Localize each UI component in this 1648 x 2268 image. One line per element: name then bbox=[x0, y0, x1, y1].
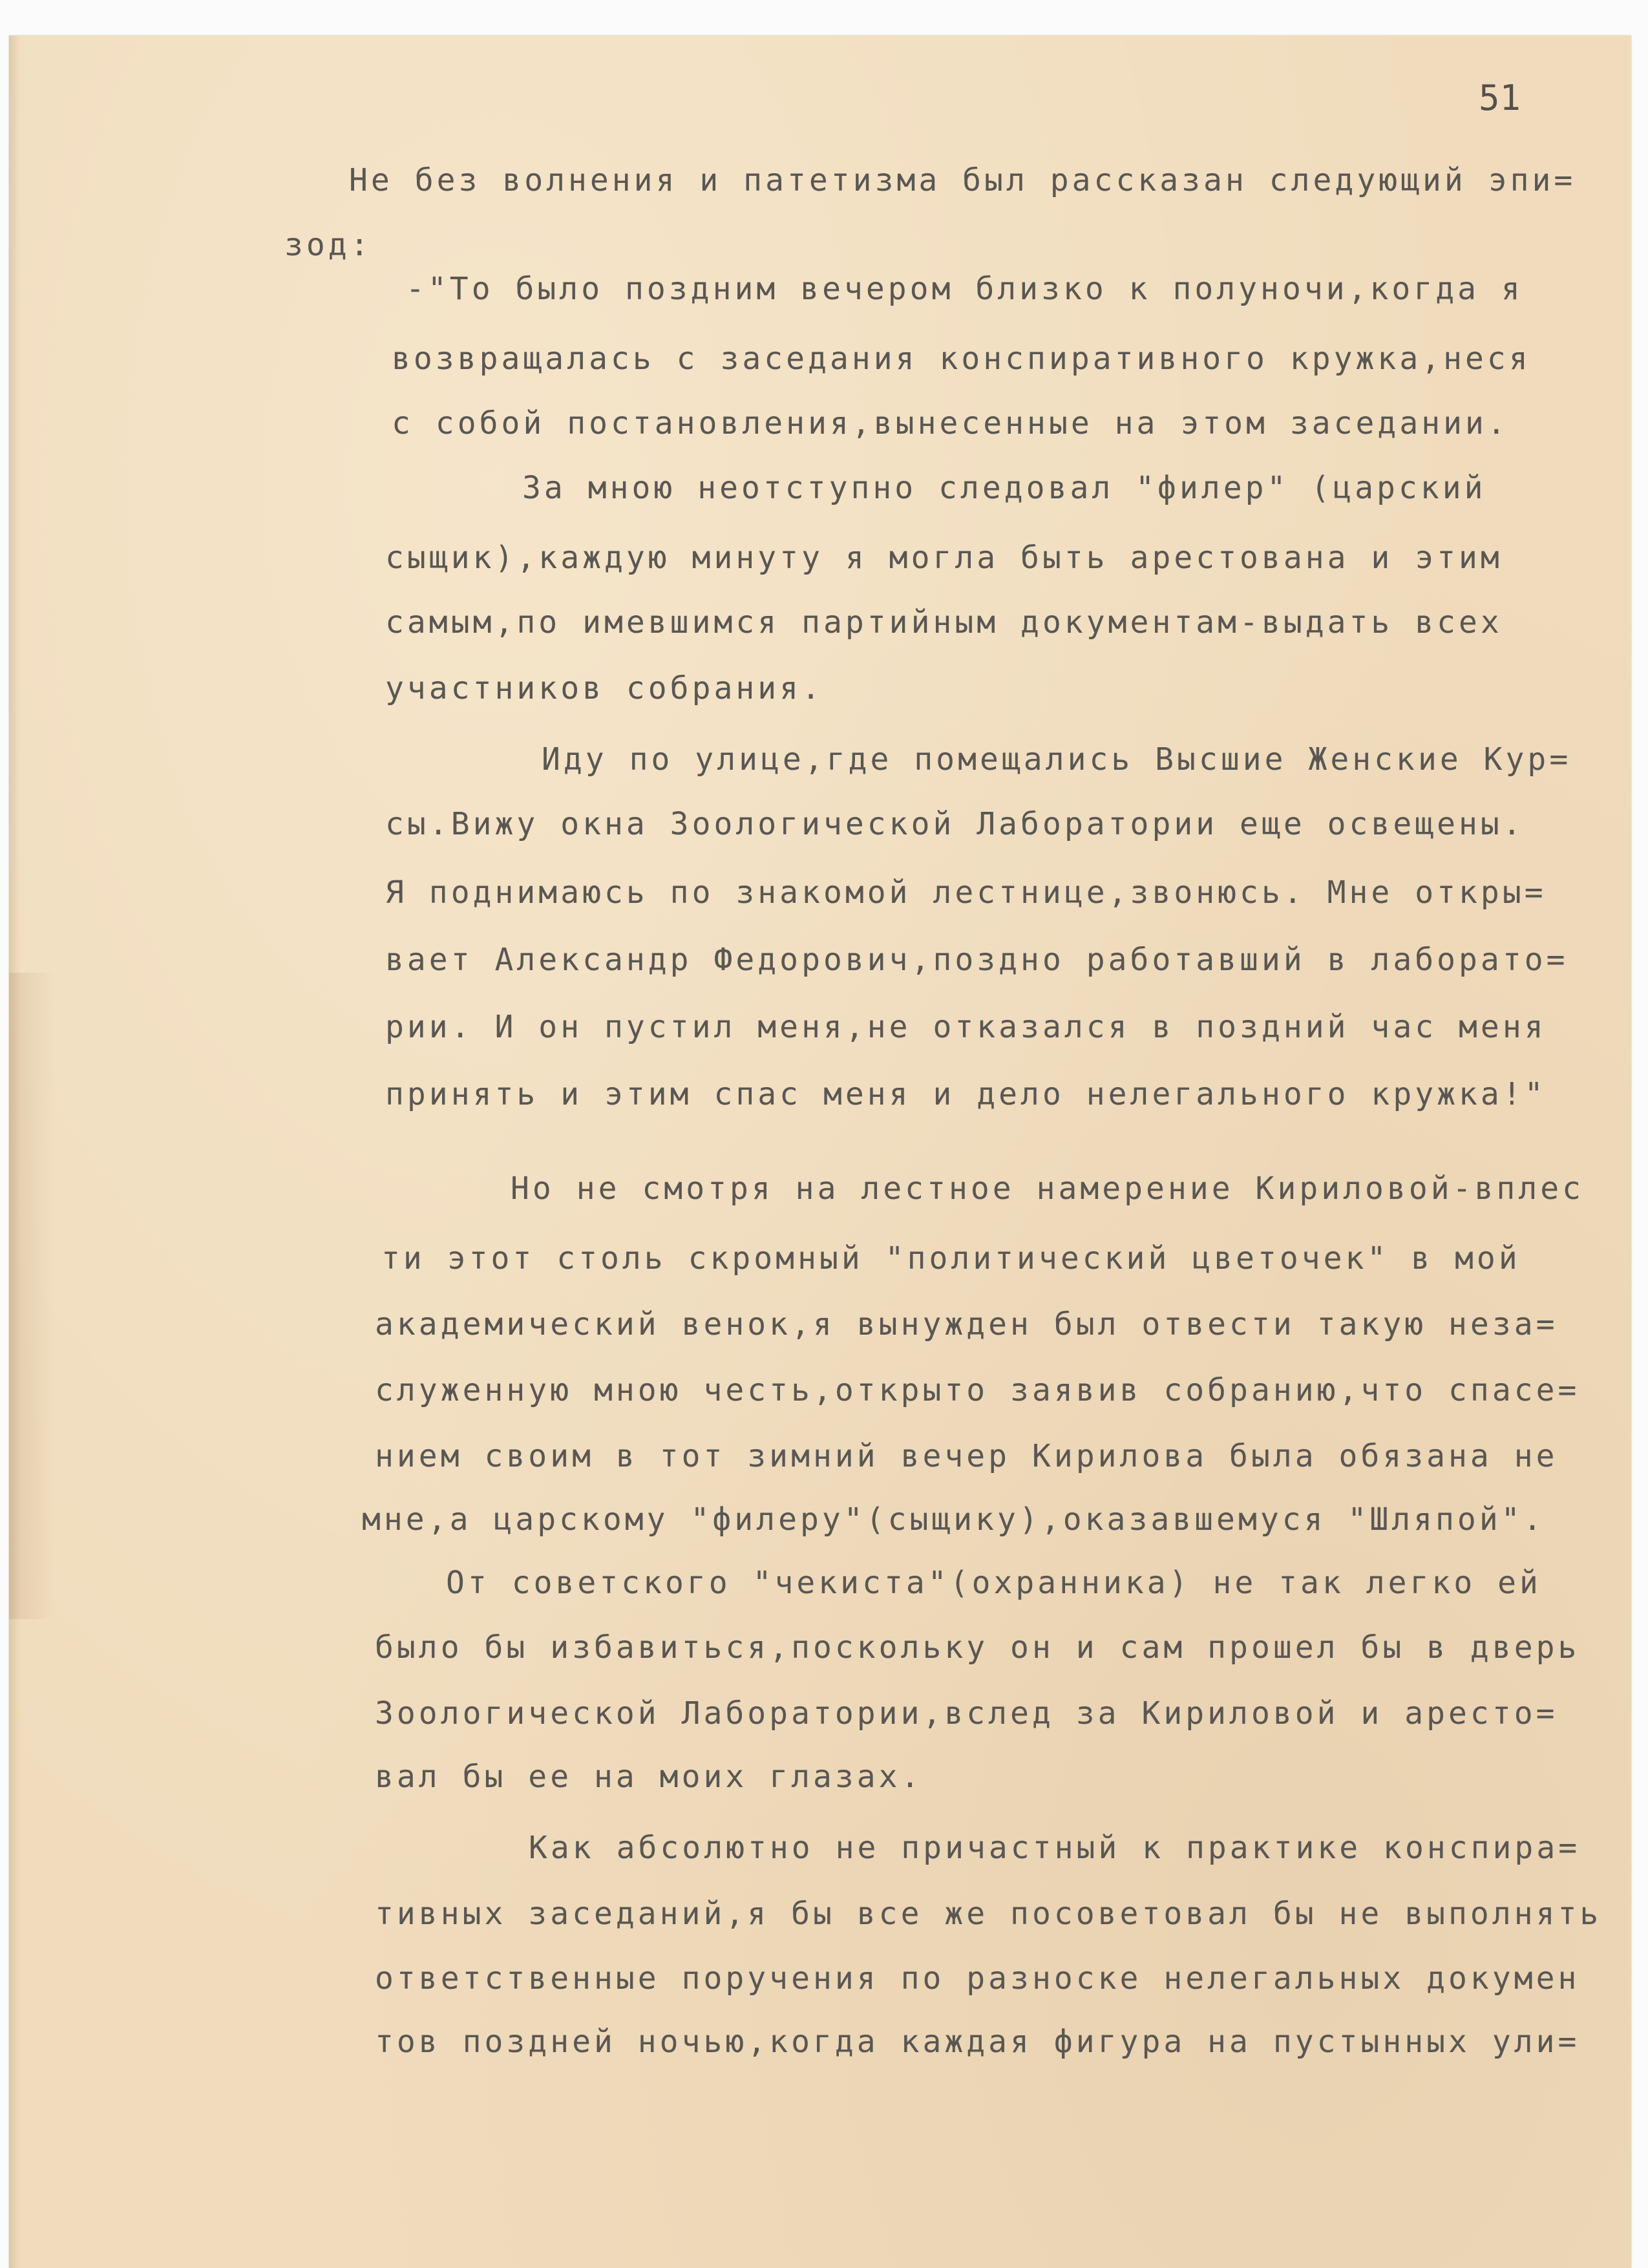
text-line: нием своим в тот зимний вечер Кирилова была обязана не bbox=[375, 1438, 1558, 1474]
text-line: Иду по улице,где помещались Высшие Женские Кур= bbox=[542, 741, 1572, 778]
text-line: участников собрания. bbox=[385, 670, 823, 706]
typewritten-page bbox=[9, 36, 1631, 2268]
text-line: возвращалась с заседания конспиративного кружка,неся bbox=[392, 341, 1531, 377]
text-line: ти этот столь скромный "политический цветочек" в мой bbox=[381, 1240, 1521, 1277]
text-line: рии. И он пустил меня,не отказался в поздний час меня bbox=[385, 1009, 1547, 1045]
text-line: -"То было поздним вечером близко к полуночи,когда я bbox=[406, 271, 1523, 307]
text-line: Зоологической Лаборатории,вслед за Кириловой и аресто= bbox=[375, 1695, 1558, 1732]
text-line: вал бы ее на моих глазах. bbox=[375, 1759, 923, 1795]
text-line: Не без волнения и патетизма был рассказан следующий эпи= bbox=[349, 162, 1576, 198]
text-line: самым,по имевшимся партийным документам-выдать всех bbox=[385, 604, 1503, 641]
text-line: тивных заседаний,я бы все же посоветовал бы не выполнять bbox=[375, 1896, 1602, 1932]
text-line: Я поднимаюсь по знакомой лестнице,звонюсь. Мне откры= bbox=[385, 874, 1547, 911]
text-line: принять и этим спас меня и дело нелегального кружка!" bbox=[385, 1076, 1547, 1112]
text-line: было бы избавиться,поскольку он и сам прошел бы в дверь bbox=[375, 1629, 1580, 1666]
text-line: зод: bbox=[284, 227, 372, 263]
text-line: Как абсолютно не причастный к практике конспира= bbox=[529, 1830, 1581, 1866]
text-line: От советского "чекиста"(охранника) не так легко ей bbox=[446, 1565, 1541, 1601]
text-line: Но не смотря на лестное намерение Кириловой-вплес bbox=[511, 1171, 1585, 1207]
text-line: мне,а царскому "филеру"(сыщику),оказавшемуся "Шляпой". bbox=[362, 1501, 1545, 1538]
text-line: с собой постановления,вынесенные на этом заседании. bbox=[392, 405, 1509, 441]
text-line: служенную мною честь,открыто заявив собранию,что спасе= bbox=[375, 1372, 1580, 1408]
text-line: ответственные поручения по разноске нелегальных докумен bbox=[375, 1960, 1580, 1997]
text-line: сы.Вижу окна Зоологической Лаборатории еще освещены. bbox=[385, 806, 1525, 842]
paper-fold-shadow bbox=[9, 973, 54, 1619]
text-line: вает Александр Федорович,поздно работавший в лаборато= bbox=[385, 942, 1569, 978]
page-number: 51 bbox=[1479, 78, 1521, 118]
text-line: тов поздней ночью,когда каждая фигура на пустынных ули= bbox=[375, 2024, 1580, 2060]
text-line: За мною неотступно следовал "филер" (царский bbox=[522, 470, 1486, 506]
text-line: сыщик),каждую минуту я могла быть арестована и этим bbox=[385, 540, 1503, 576]
text-line: академический венок,я вынужден был отвести такую неза= bbox=[375, 1306, 1558, 1342]
